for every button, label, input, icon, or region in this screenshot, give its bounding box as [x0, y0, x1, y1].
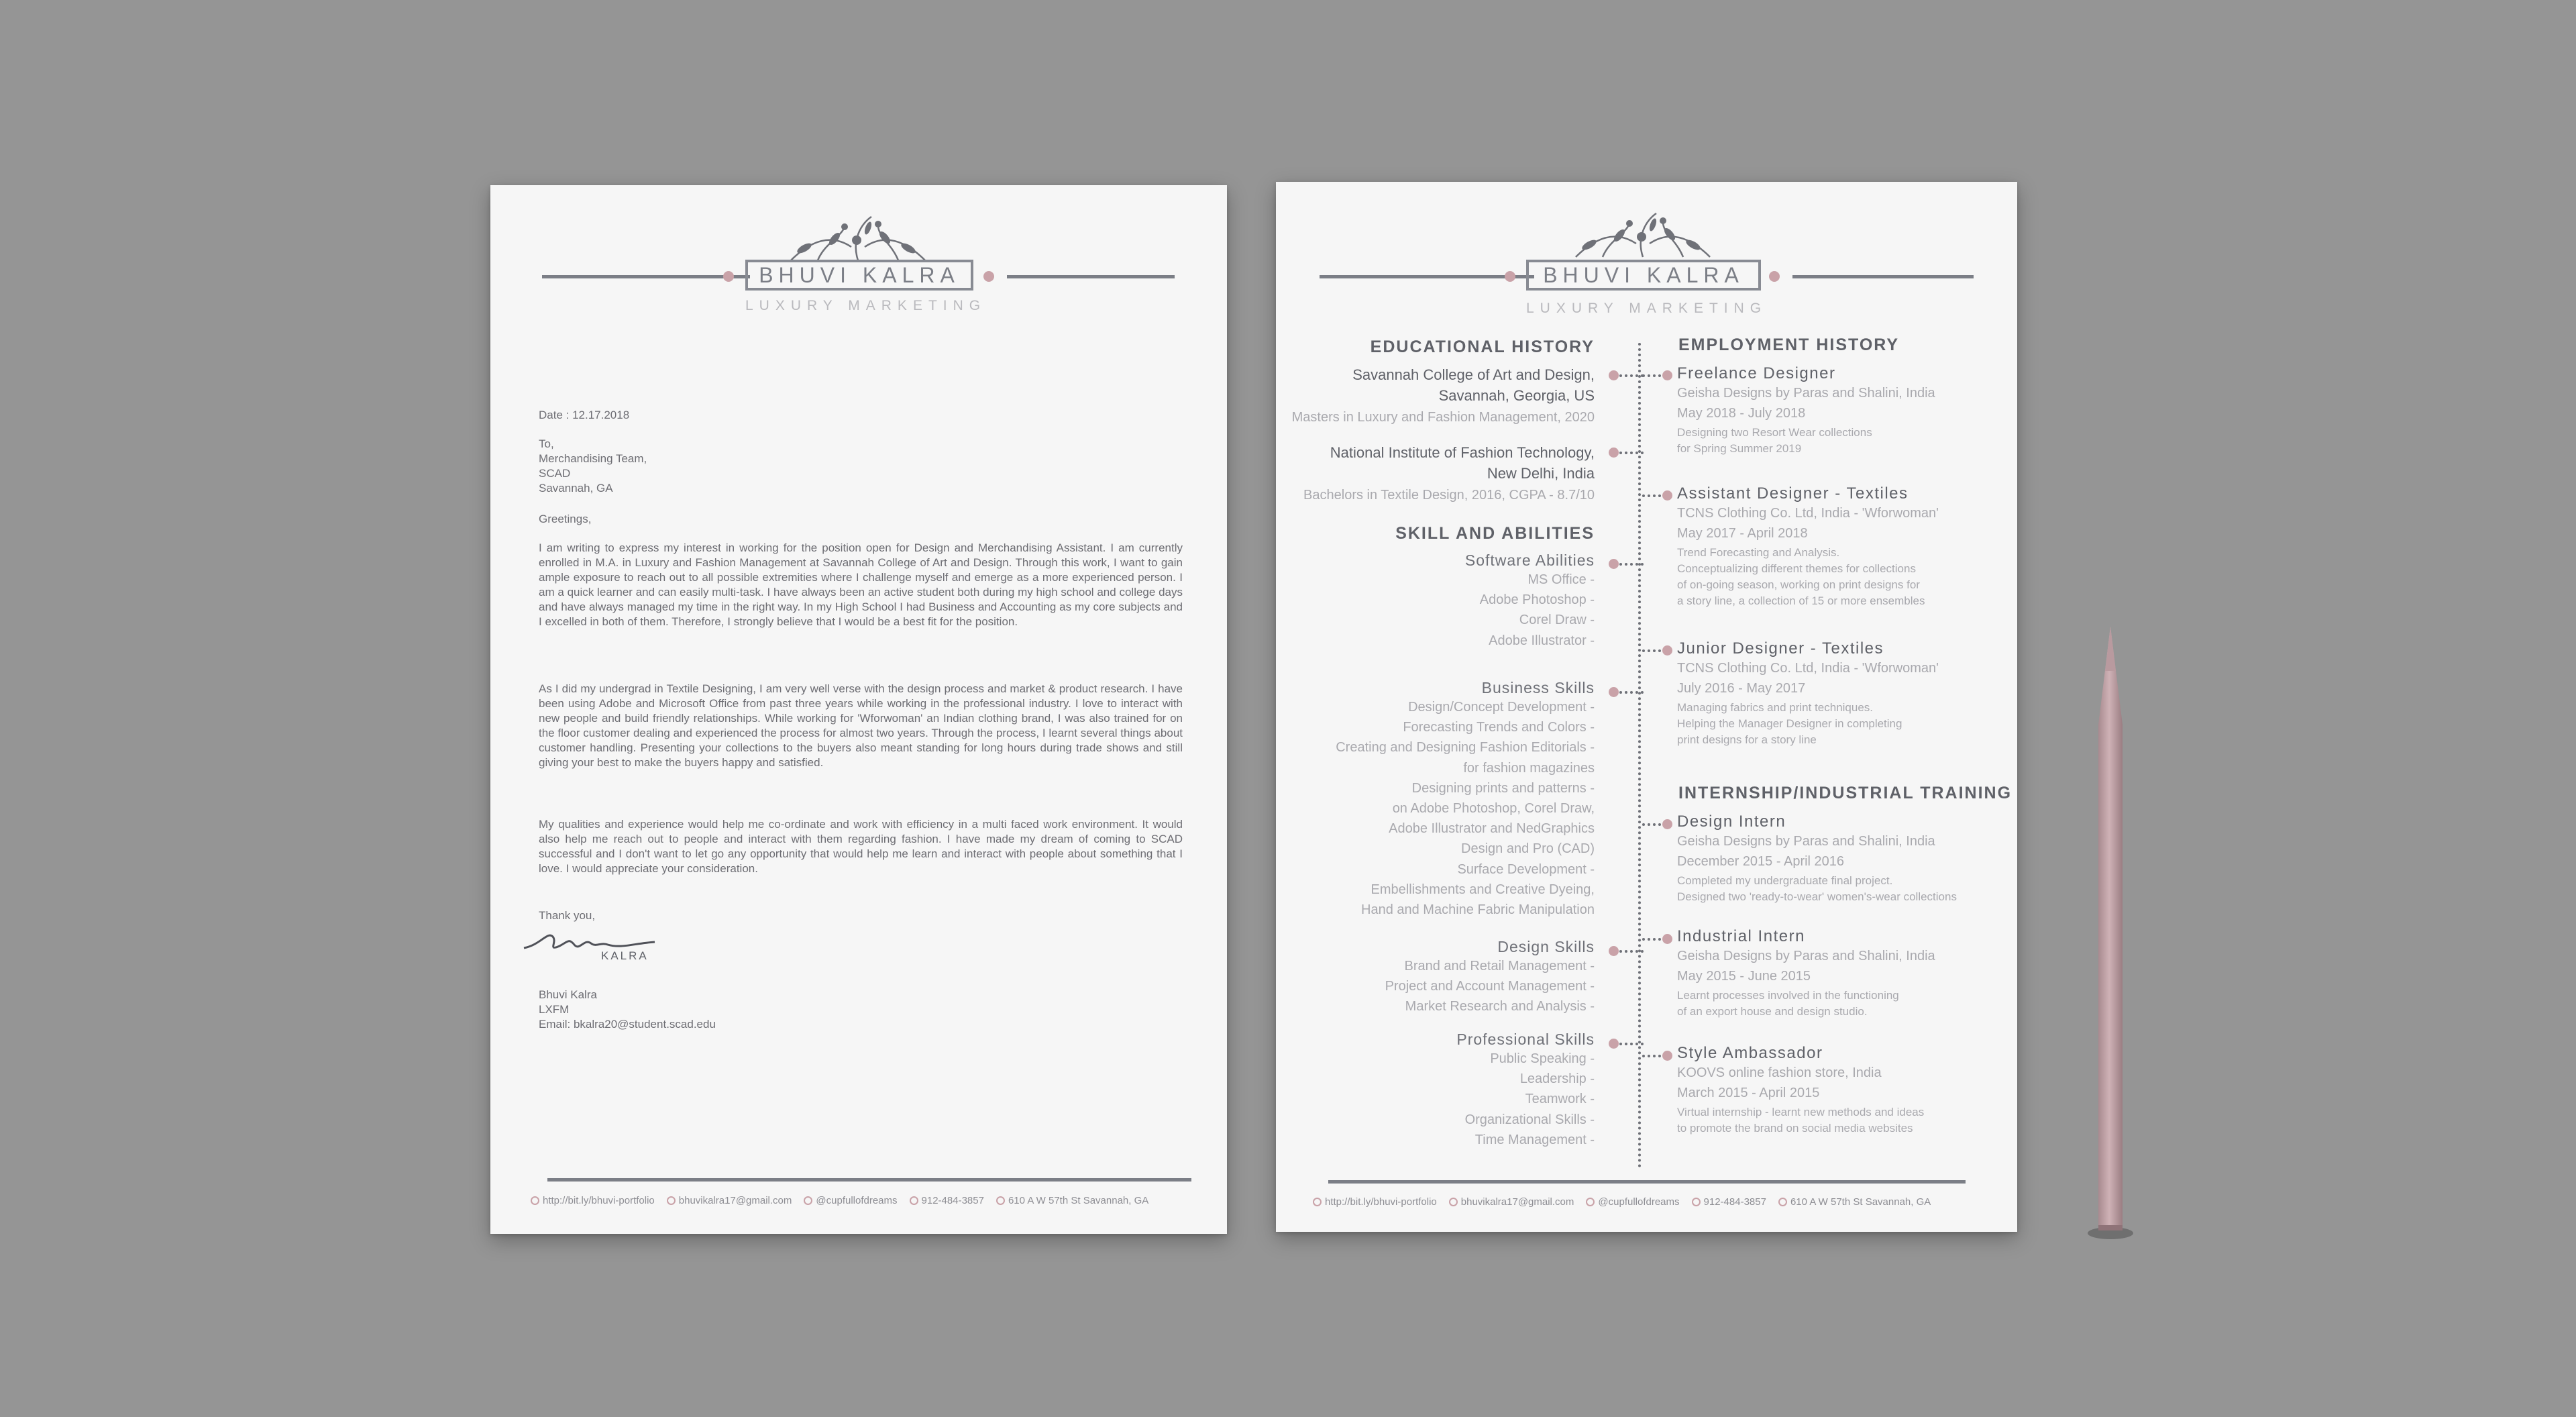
footer-email-text: bhuvikalra17@gmail.com [678, 1195, 792, 1206]
letter-paragraph: I am writing to express my interest in working for the position open for Design and Merchandising Assistant. I am currently enrolled in M.A. in Luxury and Fashion Management at Savannah College of Art and Design. Through this work, I want to gain ample exposure to reach out to all possible extremities where I challenge myself and emerge as a more experienced person. I am a quick learner and can easily multi-task. I have always been an active student both during my high school and college days and have always managed my time in the right way. In my High School I had Business and Accounting as my core subjects and I excelled in both of them. Therefore, I strongly believe that I would be a best fit for the position. [539, 541, 1183, 628]
job-desc: Helping the Manager Designer in completing [1677, 717, 1902, 730]
skill-item: Adobe Illustrator - [1489, 633, 1595, 648]
skill-item: Surface Development - [1457, 861, 1595, 877]
brand-subtitle: LUXURY MARKETING [745, 298, 987, 313]
skill-item: Adobe Photoshop - [1479, 592, 1595, 608]
header-rule-right [1792, 275, 1974, 278]
skill-group-title: Design Skills [1497, 938, 1595, 955]
timeline-connector [1619, 1043, 1644, 1045]
timeline-dot [1662, 645, 1672, 655]
job-company: TCNS Clothing Co. Ltd, India - 'Wforwoman' [1677, 506, 1939, 521]
letter-date: Date : 12.17.2018 [539, 409, 630, 421]
location-icon [996, 1196, 1005, 1205]
recipient-line: SCAD [539, 467, 571, 480]
job-desc: Virtual internship - learnt new methods and ideas [1677, 1106, 1925, 1118]
pencil-icon [2085, 624, 2136, 1241]
job-company: Geisha Designs by Paras and Shalini, India [1677, 949, 1935, 963]
job-desc: Completed my undergraduate final project. [1677, 874, 1893, 887]
job-desc: of on-going season, working on print designs for [1677, 578, 1920, 591]
link-icon [531, 1196, 539, 1205]
cover-letter-page [490, 185, 1227, 1234]
timeline-connector [1619, 691, 1644, 694]
header-dot-left [1505, 271, 1515, 282]
mail-icon [667, 1196, 676, 1205]
skill-group-software [1465, 552, 1595, 651]
job-dates: December 2015 - April 2016 [1677, 854, 1845, 869]
footer-portfolio[interactable] [1313, 1196, 1437, 1208]
timeline-dot [1662, 934, 1672, 944]
floral-ornament-icon [777, 213, 938, 262]
footer-address-text: 610 A W 57th St Savannah, GA [1790, 1196, 1931, 1208]
footer-portfolio-text: http://bit.ly/bhuvi-portfolio [1325, 1196, 1437, 1208]
job-dates: March 2015 - April 2015 [1677, 1086, 1820, 1100]
degree-detail: Bachelors in Textile Design, 2016, CGPA - 8.7/10 [1303, 488, 1595, 503]
school-name: Savannah College of Art and Design, [1352, 366, 1595, 383]
name-box: BHUVI KALRA [745, 260, 973, 291]
header-dot-right [983, 271, 994, 282]
recipient-line: Merchandising Team, [539, 452, 647, 465]
footer-rule [547, 1178, 1191, 1182]
job-dates: July 2016 - May 2017 [1677, 681, 1806, 696]
footer-phone[interactable] [1692, 1196, 1766, 1208]
footer-email[interactable] [1449, 1196, 1574, 1208]
job-entry [1677, 639, 1939, 748]
skill-group-professional [1456, 1031, 1595, 1150]
header-rule-right [1007, 275, 1175, 278]
skill-item: Corel Draw - [1519, 613, 1595, 628]
footer-portfolio-text: http://bit.ly/bhuvi-portfolio [543, 1195, 655, 1206]
footer-handle-text: @cupfullofdreams [1598, 1196, 1680, 1208]
skill-item: Public Speaking - [1490, 1051, 1595, 1066]
skill-item: Organizational Skills - [1464, 1112, 1595, 1127]
resume-page [1276, 182, 2017, 1232]
letterhead [490, 185, 1227, 333]
header-dot-left [723, 271, 734, 282]
footer-phone-text: 912-484-3857 [921, 1195, 984, 1206]
timeline-dot [1662, 490, 1672, 501]
handwritten-signature [521, 918, 668, 965]
skill-item: on Adobe Photoshop, Corel Draw, [1392, 801, 1595, 817]
footer-address-text: 610 A W 57th St Savannah, GA [1008, 1195, 1149, 1206]
school-location: Savannah, Georgia, US [1438, 387, 1595, 404]
skill-item: Designing prints and patterns - [1411, 780, 1595, 796]
job-title: Industrial Intern [1677, 927, 1805, 945]
letter-signoff [539, 988, 1183, 1032]
job-title: Assistant Designer - Textiles [1677, 484, 1909, 503]
skill-item: Market Research and Analysis - [1405, 999, 1595, 1014]
social-icon [804, 1196, 812, 1205]
resume-letterhead [1276, 182, 2017, 329]
job-desc: to promote the brand on social media websites [1677, 1122, 1913, 1135]
skill-item: Forecasting Trends and Colors - [1403, 720, 1595, 735]
educational-history-heading: EDUCATIONAL HISTORY [1370, 337, 1595, 356]
skill-item: Hand and Machine Fabric Manipulation [1361, 902, 1595, 918]
degree-detail: Masters in Luxury and Fashion Management, 2020 [1291, 410, 1595, 425]
footer-handle-text: @cupfullofdreams [816, 1195, 898, 1206]
footer-portfolio[interactable] [531, 1195, 655, 1206]
timeline-connector [1619, 950, 1644, 953]
timeline-dot [1609, 1039, 1619, 1049]
internship-entry [1677, 927, 1935, 1020]
footer-handle[interactable] [1586, 1196, 1679, 1208]
skills-heading: SKILL AND ABILITIES [1395, 524, 1595, 543]
skill-item: MS Office - [1527, 572, 1595, 587]
job-desc: print designs for a story line [1677, 733, 1817, 746]
social-icon [1586, 1198, 1595, 1206]
skill-item: Leadership - [1519, 1071, 1595, 1087]
employment-history-heading: EMPLOYMENT HISTORY [1678, 335, 1900, 354]
job-company: Geisha Designs by Paras and Shalini, India [1677, 386, 1935, 401]
job-desc: of an export house and design studio. [1677, 1005, 1868, 1018]
floral-ornament-icon [1562, 210, 1723, 258]
skill-item: Design/Concept Development - [1408, 700, 1595, 715]
footer-handle[interactable] [804, 1195, 897, 1206]
footer-phone[interactable] [910, 1195, 984, 1206]
job-company: KOOVS online fashion store, India [1677, 1065, 1882, 1080]
education-item [1303, 442, 1595, 505]
letter-recipient [539, 437, 1183, 496]
timeline-dot [1609, 559, 1619, 569]
footer-email-text: bhuvikalra17@gmail.com [1460, 1196, 1574, 1208]
job-company: TCNS Clothing Co. Ltd, India - 'Wforwoman' [1677, 661, 1939, 676]
skill-group-business [1336, 679, 1595, 920]
location-icon [1778, 1198, 1787, 1206]
timeline-dot [1662, 1051, 1672, 1061]
skill-group-title: Software Abilities [1464, 552, 1595, 569]
footer-email[interactable] [667, 1195, 792, 1206]
signoff-line: Email: bkalra20@student.scad.edu [539, 1018, 716, 1031]
job-entry [1677, 364, 1935, 457]
job-desc: a story line, a collection of 15 or more ensembles [1677, 594, 1925, 607]
signoff-line: LXFM [539, 1003, 570, 1016]
school-location: New Delhi, India [1487, 465, 1595, 482]
timeline-dot [1609, 946, 1619, 956]
brand-subtitle: LUXURY MARKETING [1526, 301, 1768, 316]
letter-closing: Thank you, [539, 909, 596, 922]
education-item [1292, 364, 1595, 427]
job-company: Geisha Designs by Paras and Shalini, India [1677, 834, 1935, 849]
timeline-dot [1609, 370, 1619, 380]
resume-footer [1313, 1196, 1931, 1208]
timeline-connector [1619, 374, 1644, 377]
footer-address [1778, 1196, 1931, 1208]
letter-footer [531, 1195, 1148, 1206]
internship-entry [1677, 1044, 1924, 1137]
name-box: BHUVI KALRA [1526, 260, 1761, 291]
phone-icon [910, 1196, 918, 1205]
skill-item: Embellishments and Creative Dyeing, [1371, 882, 1595, 897]
mail-icon [1449, 1198, 1458, 1206]
timeline-dot [1609, 448, 1619, 458]
footer-rule [1328, 1180, 1966, 1184]
skill-item: Brand and Retail Management - [1404, 959, 1595, 974]
job-desc: Designing two Resort Wear collections [1677, 426, 1872, 439]
skill-group-title: Business Skills [1481, 679, 1595, 696]
phone-icon [1692, 1198, 1701, 1206]
job-title: Style Ambassador [1677, 1044, 1823, 1062]
skill-group-design [1385, 938, 1595, 1017]
link-icon [1313, 1198, 1322, 1206]
header-dot-right [1769, 271, 1780, 282]
job-title: Freelance Designer [1677, 364, 1836, 382]
skill-item: for fashion magazines [1463, 760, 1595, 776]
signature-kalra: KALRA [601, 949, 649, 962]
footer-phone-text: 912-484-3857 [1703, 1196, 1766, 1208]
job-desc: Managing fabrics and print techniques. [1677, 701, 1874, 714]
skill-item: Time Management - [1474, 1132, 1595, 1147]
internship-heading: INTERNSHIP/INDUSTRIAL TRAINING [1678, 784, 2012, 802]
letter-paragraph: As I did my undergrad in Textile Designing, I am very well verse with the design process and market & product research. I have been using Adobe and Microsoft Office from past three years while working in the professional industry. I love to interact with new people and build friendly relationships. While working for 'Wforwoman' an Indian clothing brand, I was also trained for on the floor customer dealing and experienced the process for almost two years. Through the process, I learnt several things about customer handling. Presenting your collections to the buyers also meant standing for long hours during trade shows and still giving your best to make the buyers happy and satisfied. [539, 682, 1183, 769]
job-title: Junior Designer - Textiles [1677, 639, 1884, 658]
job-entry [1677, 484, 1939, 609]
header-rule-left [1320, 275, 1534, 278]
recipient-line: To, [539, 437, 554, 450]
job-title: Design Intern [1677, 812, 1786, 831]
job-desc: Designed two 'ready-to-wear' women's-wear collections [1677, 890, 1957, 903]
internship-entry [1677, 812, 1957, 905]
letter-greeting: Greetings, [539, 513, 592, 525]
recipient-line: Savannah, GA [539, 482, 613, 494]
skill-item: Design and Pro (CAD) [1461, 841, 1595, 857]
timeline-connector [1619, 563, 1644, 566]
signoff-line: Bhuvi Kalra [539, 988, 597, 1001]
letter-paragraph: My qualities and experience would help me co-ordinate and work with efficiency in a multi faced work environment. It would also help me reach out to people and interact with them regarding fashion. I have made my dream of coming to SCAD successful and I don't want to let go any opportunity that would help me learn and interact with people about something that I love. I would appreciate your consideration. [539, 818, 1183, 875]
skill-item: Teamwork - [1525, 1092, 1595, 1107]
header-rule-left [542, 275, 750, 278]
skill-item: Project and Account Management - [1385, 979, 1595, 994]
job-dates: May 2017 - April 2018 [1677, 526, 1808, 541]
footer-address [996, 1195, 1148, 1206]
job-desc: Trend Forecasting and Analysis. [1677, 546, 1840, 559]
job-dates: May 2015 - June 2015 [1677, 969, 1811, 984]
job-desc: Learnt processes involved in the functioning [1677, 989, 1899, 1002]
school-name: National Institute of Fashion Technology, [1330, 444, 1595, 461]
timeline-dot [1662, 370, 1672, 380]
timeline-dot [1662, 819, 1672, 829]
skill-item: Adobe Illustrator and NedGraphics [1389, 821, 1595, 837]
job-desc: Conceptualizing different themes for collections [1677, 562, 1916, 575]
job-desc: for Spring Summer 2019 [1677, 442, 1802, 455]
skill-item: Creating and Designing Fashion Editorials - [1336, 740, 1595, 755]
skill-group-title: Professional Skills [1456, 1031, 1595, 1048]
job-dates: May 2018 - July 2018 [1677, 406, 1806, 421]
timeline-dot [1609, 687, 1619, 697]
timeline-connector [1619, 452, 1644, 454]
